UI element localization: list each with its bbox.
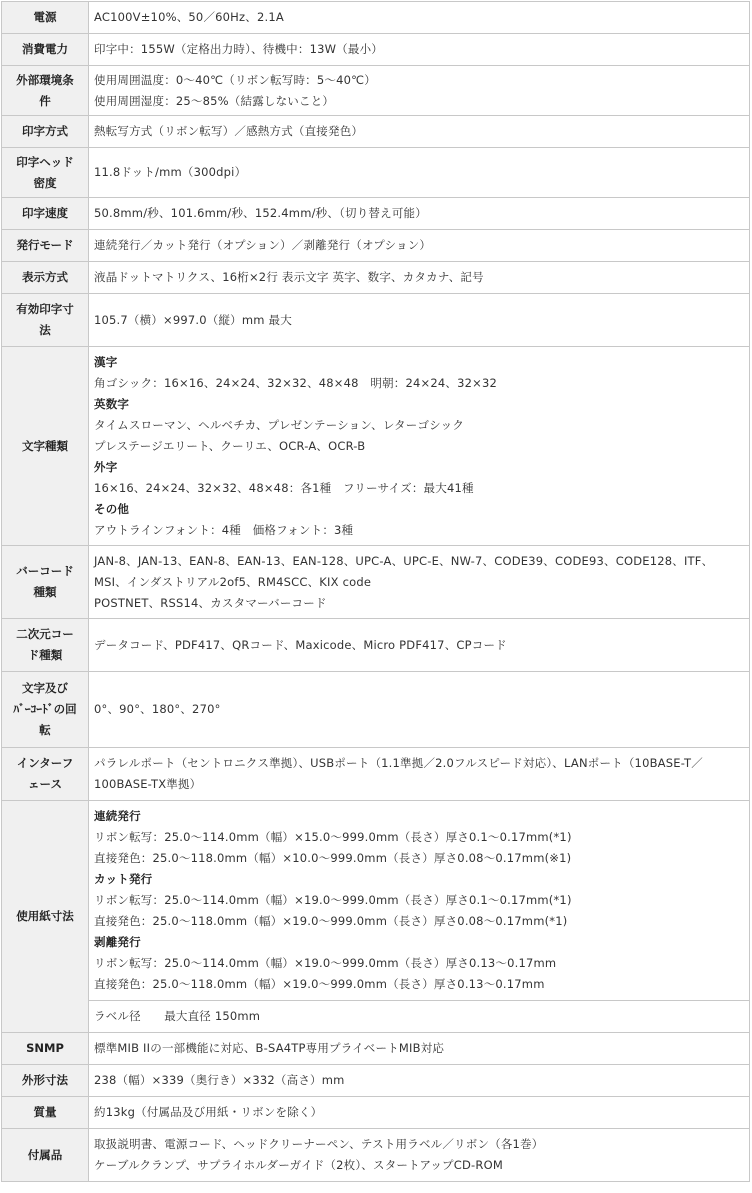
spec-value xyxy=(89,347,750,546)
spec-row xyxy=(2,1033,750,1065)
spec-value-line: データコード、PDF417、QRコード、Maxicode、Micro PDF417、CPコード xyxy=(94,637,507,652)
label-diameter-text: ラベル径 最大直径 150mm xyxy=(94,1009,261,1023)
spec-row xyxy=(2,34,750,66)
spec-label xyxy=(2,198,89,230)
spec-value xyxy=(89,198,750,230)
spec-label xyxy=(2,230,89,262)
spec-label xyxy=(2,1129,89,1182)
spec-label xyxy=(2,34,89,66)
spec-label xyxy=(2,1097,89,1129)
spec-row xyxy=(2,347,750,546)
spec-label xyxy=(2,672,89,748)
spec-table-body xyxy=(2,2,750,1182)
spec-value-line: 熱転写方式（リボン転写）／感熱方式（直接発色） xyxy=(94,124,364,138)
spec-value-line: 標準MIB IIの一部機能に対応、B-SA4TP専用プライベートMIB対応 xyxy=(94,1041,445,1055)
spec-label-line: 転 xyxy=(39,723,51,737)
spec-value-line: MSI、インダストリアル2of5、RM4SCC、KIX code xyxy=(94,574,372,589)
spec-value-line: ケーブルクランプ、サプライホルダーガイド（2枚）、スタートアップCD-ROM xyxy=(94,1158,503,1172)
spec-label xyxy=(2,148,89,198)
spec-label-line: ェース xyxy=(28,777,62,791)
spec-value-line: 直接発色：25.0～118.0mm（幅）×10.0～999.0mm（長さ）厚さ0.08～0.17mm(※1) xyxy=(94,851,572,865)
spec-value-line: アウトラインフォント：4種 価格フォント：3種 xyxy=(94,522,354,537)
spec-row xyxy=(2,66,750,116)
spec-value-line: リボン転写：25.0～114.0mm（幅）×19.0～999.0mm（長さ）厚さ0.1～0.17mm(*1) xyxy=(94,893,572,907)
spec-value xyxy=(89,34,750,66)
spec-value-line: 105.7（横）×997.0（縦）mm 最大 xyxy=(94,312,292,327)
spec-value-line: 使用周囲温度：0～40℃（リボン転写時：5～40℃） xyxy=(94,72,376,87)
spec-label-line: 有効印字寸 xyxy=(16,302,74,316)
spec-label-text: 外形寸法 xyxy=(22,1073,68,1087)
spec-row xyxy=(2,1129,750,1182)
spec-value-line: プレステージエリート、クーリエ、OCR-A、OCR-B xyxy=(94,438,366,453)
spec-row xyxy=(2,116,750,148)
spec-label-line: ﾊﾞｰｺｰﾄﾞの回 xyxy=(13,702,77,716)
spec-label-text: 質量 xyxy=(33,1105,57,1119)
spec-label-text: 発行モード xyxy=(16,238,74,252)
spec-label-text: 印字方式 xyxy=(22,124,68,138)
spec-row xyxy=(2,262,750,294)
spec-value xyxy=(89,262,750,294)
spec-label-line: バーコード xyxy=(16,564,74,578)
spec-value xyxy=(89,1033,750,1065)
spec-label-text: SNMP xyxy=(26,1041,64,1055)
spec-label-line: 外部環境条 xyxy=(16,72,74,87)
spec-subheading: 漢字 xyxy=(94,354,118,369)
spec-subheading: 外字 xyxy=(94,459,118,474)
spec-row xyxy=(2,1065,750,1097)
spec-row xyxy=(2,546,750,619)
spec-value xyxy=(89,148,750,198)
spec-row-extra xyxy=(2,1001,750,1033)
spec-value-line: 約13kg（付属品及び用紙・リボンを除く） xyxy=(94,1105,323,1119)
spec-value-line: 印字中：155W（定格出力時）、待機中：13W（最小） xyxy=(94,42,383,56)
spec-label-text: 表示方式 xyxy=(22,270,68,284)
spec-subheading: その他 xyxy=(94,501,130,516)
spec-label-text: 文字種類 xyxy=(22,438,68,453)
spec-label-line: 文字及び xyxy=(22,681,68,695)
spec-value xyxy=(89,546,750,619)
spec-label-line: 件 xyxy=(39,93,51,108)
spec-row xyxy=(2,148,750,198)
spec-label-text: 使用紙寸法 xyxy=(16,909,74,923)
spec-label-text: 付属品 xyxy=(27,1147,63,1162)
spec-row xyxy=(2,748,750,801)
spec-label-line: ド種類 xyxy=(27,648,63,662)
spec-row xyxy=(2,619,750,672)
spec-label-text: 消費電力 xyxy=(22,42,68,56)
spec-value-line: 直接発色：25.0～118.0mm（幅）×19.0～999.0mm（長さ）厚さ0.08～0.17mm(*1) xyxy=(94,914,568,928)
spec-value-line: パラレルポート（セントロニクス準拠）、USBポート（1.1準拠／2.0フルスピード対応）、LANポート（10BASE-T／ xyxy=(94,756,703,770)
spec-label-line: 法 xyxy=(39,323,51,337)
spec-value-line: 16×16、24×24、32×32、48×48：各1種 フリーサイズ：最大41種 xyxy=(94,480,474,495)
spec-value-line: JAN-8、JAN-13、EAN-8、EAN-13、EAN-128、UPC-A、UPC-E、NW-7、CODE39、CODE93、CODE128、ITF、 xyxy=(94,553,714,568)
spec-label-line: 二次元コー xyxy=(16,627,74,641)
spec-label xyxy=(2,748,89,801)
spec-label-text: 電源 xyxy=(33,10,57,24)
spec-value-line: 角ゴシック：16×16、24×24、32×32、48×48 明朝：24×24、32×32 xyxy=(94,375,497,390)
spec-row xyxy=(2,198,750,230)
spec-value-line: 11.8ドット/mm（300dpi） xyxy=(94,165,247,179)
spec-label-line: 種類 xyxy=(33,585,57,599)
spec-value xyxy=(89,1097,750,1129)
spec-label xyxy=(2,1033,89,1065)
spec-row xyxy=(2,2,750,34)
spec-subheading: カット発行 xyxy=(94,872,153,886)
spec-row xyxy=(2,672,750,748)
spec-value-line: リボン転写：25.0～114.0mm（幅）×19.0～999.0mm（長さ）厚さ0.13～0.17mm xyxy=(94,956,557,970)
spec-value-line: 238（幅）×339（奥行き）×332（高さ）mm xyxy=(94,1073,345,1087)
spec-label xyxy=(2,546,89,619)
spec-label-text: 印字速度 xyxy=(22,206,68,220)
spec-value xyxy=(89,1129,750,1182)
spec-value-line: 取扱説明書、電源コード、ヘッドクリーナーペン、テスト用ラベル／リボン（各1巻） xyxy=(94,1137,544,1151)
spec-label xyxy=(2,294,89,347)
spec-value-line: POSTNET、RSS14、カスタマーバーコード xyxy=(94,595,327,610)
spec-value xyxy=(89,294,750,347)
spec-value-line: AC100V±10%、50／60Hz、2.1A xyxy=(94,10,284,24)
spec-value-line: 100BASE-TX準拠） xyxy=(94,777,202,791)
spec-value xyxy=(89,748,750,801)
spec-subheading: 連続発行 xyxy=(94,809,141,823)
spec-value-line: 連続発行／カット発行（オプション）／剥離発行（オプション） xyxy=(94,238,432,252)
spec-row xyxy=(2,294,750,347)
spec-value-line: 使用周囲湿度：25～85%（結露しないこと） xyxy=(94,93,335,108)
spec-value-line: 50.8mm/秒、101.6mm/秒、152.4mm/秒、（切り替え可能） xyxy=(94,206,427,220)
spec-value xyxy=(89,672,750,748)
spec-label xyxy=(2,2,89,34)
spec-label xyxy=(2,1065,89,1097)
spec-label xyxy=(2,66,89,116)
spec-value xyxy=(89,2,750,34)
spec-value-line: 液晶ドットマトリクス、16桁×2行 表示文字 英字、数字、カタカナ、記号 xyxy=(94,270,484,284)
spec-row xyxy=(2,1097,750,1129)
spec-row xyxy=(2,801,750,1001)
spec-value xyxy=(89,801,750,1001)
spec-table xyxy=(1,1,750,1182)
spec-label xyxy=(2,619,89,672)
spec-value-line: 0°、90°、180°、270° xyxy=(94,702,221,716)
spec-value xyxy=(89,116,750,148)
spec-value xyxy=(89,230,750,262)
spec-row xyxy=(2,230,750,262)
spec-value-line: タイムスローマン、ヘルベチカ、プレゼンテーション、レターゴシック xyxy=(94,417,465,432)
spec-label xyxy=(2,262,89,294)
spec-subheading: 剥離発行 xyxy=(94,935,141,949)
spec-label-line: 密度 xyxy=(33,175,57,190)
spec-subheading: 英数字 xyxy=(94,396,130,411)
spec-value-line: リボン転写：25.0～114.0mm（幅）×15.0～999.0mm（長さ）厚さ0.1～0.17mm(*1) xyxy=(94,830,572,844)
spec-label xyxy=(2,801,89,1033)
spec-label xyxy=(2,347,89,546)
spec-value xyxy=(89,1065,750,1097)
spec-label-line: 印字ヘッド xyxy=(16,154,74,169)
spec-value-line: 直接発色：25.0～118.0mm（幅）×19.0～999.0mm（長さ）厚さ0.13～0.17mm xyxy=(94,977,545,991)
spec-label xyxy=(2,116,89,148)
spec-value xyxy=(89,66,750,116)
spec-value xyxy=(89,619,750,672)
spec-label-line: インターフ xyxy=(16,756,74,770)
spec-value-extra xyxy=(89,1001,750,1033)
